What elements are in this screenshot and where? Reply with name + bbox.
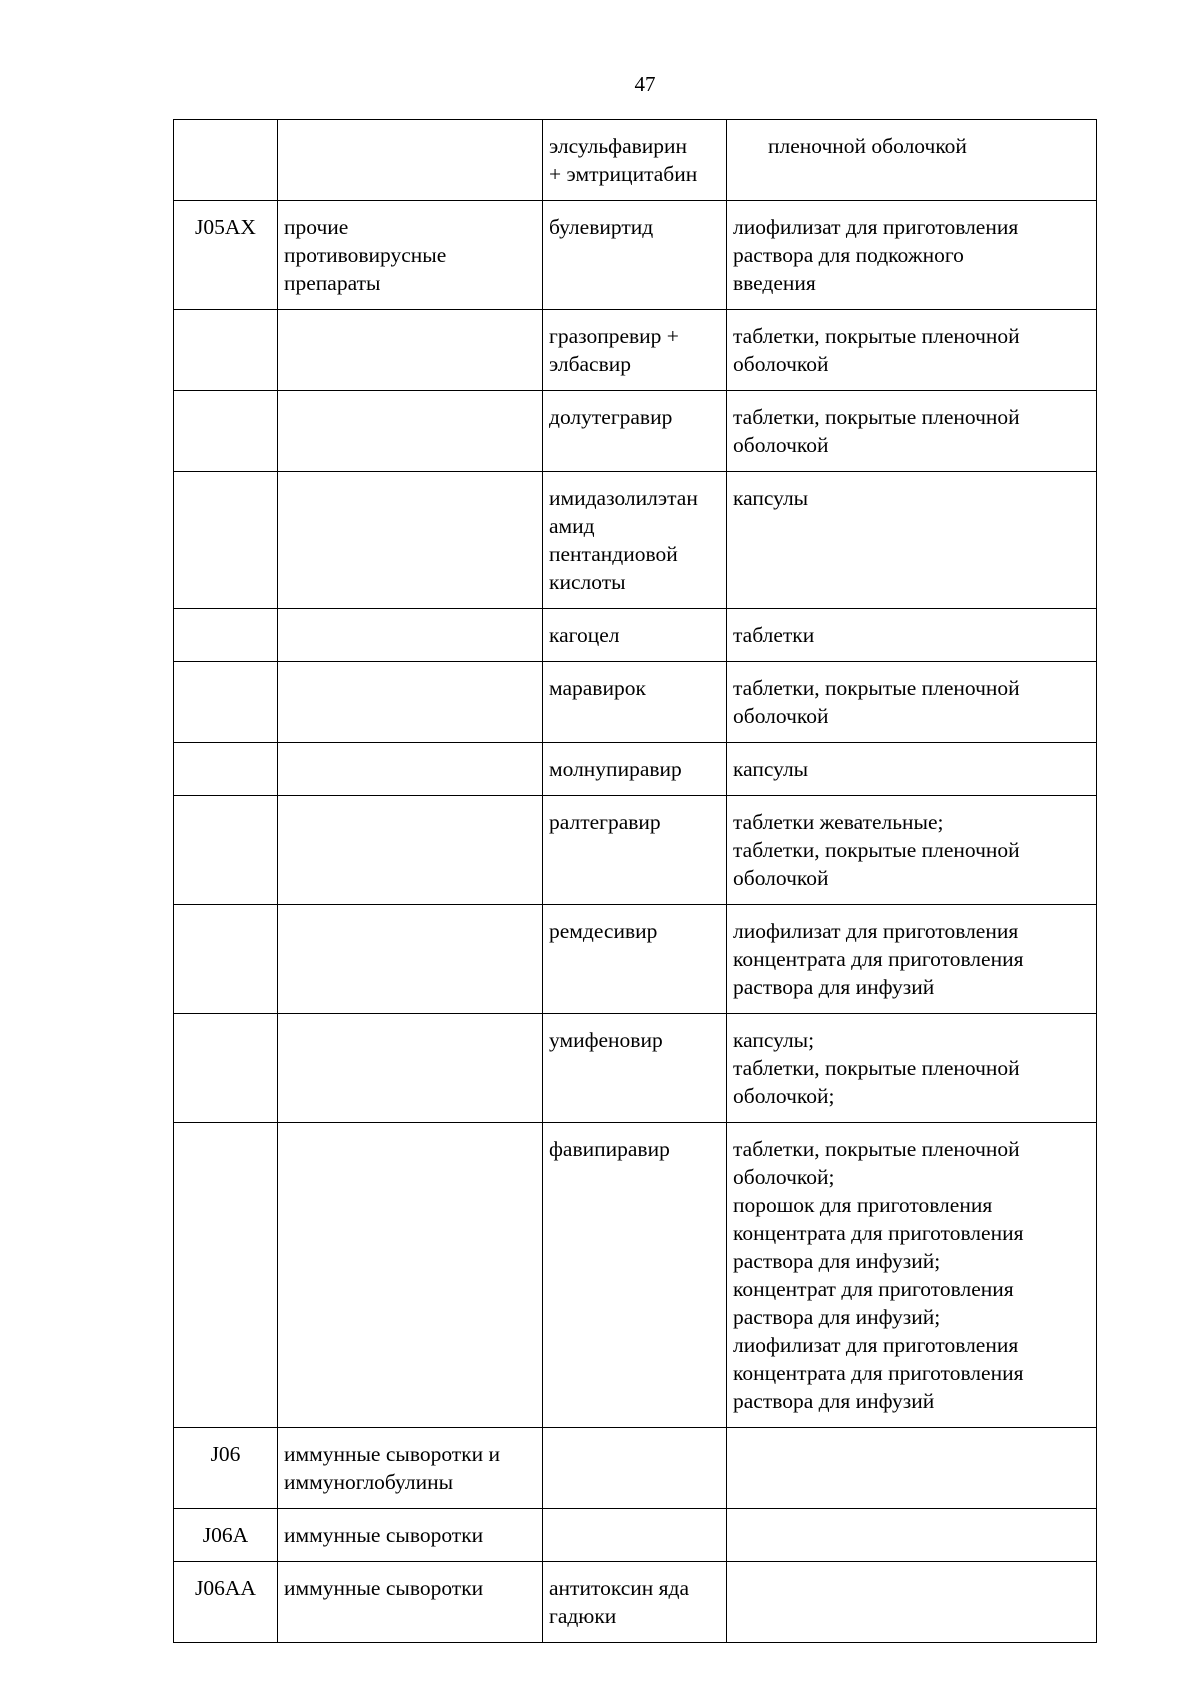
group-name-cell — [278, 120, 543, 201]
atc-code-cell — [174, 120, 278, 201]
table-row — [174, 201, 1097, 310]
atc-code-cell: J05AX — [174, 201, 278, 310]
table-row — [174, 796, 1097, 905]
group-name-cell: иммунные сыворотки — [278, 1509, 543, 1562]
atc-code-cell — [174, 1014, 278, 1123]
dosage-form-cell — [727, 1509, 1097, 1562]
table-row — [174, 1014, 1097, 1123]
table-row — [174, 609, 1097, 662]
atc-code-cell — [174, 905, 278, 1014]
group-name-cell: прочие противовирусные препараты — [278, 201, 543, 310]
drug-name-cell — [543, 1428, 727, 1509]
page-number: 47 — [634, 72, 656, 96]
drug-name-cell: кагоцел — [543, 609, 727, 662]
drug-name-cell: булевиртид — [543, 201, 727, 310]
drug-name-cell: маравирок — [543, 662, 727, 743]
group-name-cell — [278, 796, 543, 905]
group-name-cell — [278, 1123, 543, 1428]
group-name-cell — [278, 609, 543, 662]
group-name-cell — [278, 905, 543, 1014]
group-name-cell — [278, 1014, 543, 1123]
atc-code-cell — [174, 609, 278, 662]
dosage-form-cell: капсулы — [727, 472, 1097, 609]
group-name-cell — [278, 472, 543, 609]
table-row — [174, 1509, 1097, 1562]
drug-name-cell: элсульфавирин + эмтрицитабин — [543, 120, 727, 201]
atc-code-cell — [174, 796, 278, 905]
table-row — [174, 1428, 1097, 1509]
drug-name-cell — [543, 1509, 727, 1562]
group-name-cell: иммунные сыворотки и иммуноглобулины — [278, 1428, 543, 1509]
table-row — [174, 472, 1097, 609]
group-name-cell: иммунные сыворотки — [278, 1562, 543, 1643]
dosage-form-cell — [727, 1428, 1097, 1509]
table-row — [174, 1123, 1097, 1428]
drug-name-cell: молнупиравир — [543, 743, 727, 796]
group-name-cell — [278, 310, 543, 391]
atc-code-cell: J06AA — [174, 1562, 278, 1643]
dosage-form-cell: капсулы; таблетки, покрытые пленочной оболочкой; — [727, 1014, 1097, 1123]
atc-code-cell: J06A — [174, 1509, 278, 1562]
dosage-form-cell: таблетки жевательные; таблетки, покрытые пленочной оболочкой — [727, 796, 1097, 905]
group-name-cell — [278, 662, 543, 743]
atc-code-cell — [174, 662, 278, 743]
table-row — [174, 662, 1097, 743]
drug-name-cell: ремдесивир — [543, 905, 727, 1014]
dosage-form-cell: таблетки, покрытые пленочной оболочкой — [727, 310, 1097, 391]
atc-code-cell — [174, 1123, 278, 1428]
dosage-form-cell: таблетки, покрытые пленочной оболочкой — [727, 391, 1097, 472]
dosage-form-cell: таблетки, покрытые пленочной оболочкой; порошок для приготовления концентрата для приготовления раствора для инфузий; концентрат для приготовления раствора для инфузий; лиофилизат для приготовления концентрата для приготовления раствора для инфузий — [727, 1123, 1097, 1428]
drug-name-cell: умифеновир — [543, 1014, 727, 1123]
dosage-form-cell: капсулы — [727, 743, 1097, 796]
drug-name-cell: антитоксин яда гадюки — [543, 1562, 727, 1643]
table-row — [174, 310, 1097, 391]
group-name-cell — [278, 391, 543, 472]
dosage-form-cell — [727, 1562, 1097, 1643]
atc-code-cell — [174, 391, 278, 472]
dosage-form-cell: таблетки, покрытые пленочной оболочкой — [727, 662, 1097, 743]
table-row — [174, 905, 1097, 1014]
dosage-form-cell: лиофилизат для приготовления концентрата для приготовления раствора для инфузий — [727, 905, 1097, 1014]
atc-code-cell — [174, 472, 278, 609]
drug-name-cell: ралтегравир — [543, 796, 727, 905]
atc-code-cell: J06 — [174, 1428, 278, 1509]
drug-name-cell: имидазолилэтан амид пентандиовой кислоты — [543, 472, 727, 609]
drug-table — [173, 119, 1097, 1643]
atc-code-cell — [174, 310, 278, 391]
table-row — [174, 391, 1097, 472]
dosage-form-cell: пленочной оболочкой — [727, 120, 1097, 201]
drug-name-cell: гразопревир + элбасвир — [543, 310, 727, 391]
drug-name-cell: фавипиравир — [543, 1123, 727, 1428]
drug-name-cell: долутегравир — [543, 391, 727, 472]
dosage-form-cell: таблетки — [727, 609, 1097, 662]
table-row — [174, 743, 1097, 796]
table-row — [174, 120, 1097, 201]
atc-code-cell — [174, 743, 278, 796]
table-row — [174, 1562, 1097, 1643]
dosage-form-cell: лиофилизат для приготовления раствора для подкожного введения — [727, 201, 1097, 310]
group-name-cell — [278, 743, 543, 796]
